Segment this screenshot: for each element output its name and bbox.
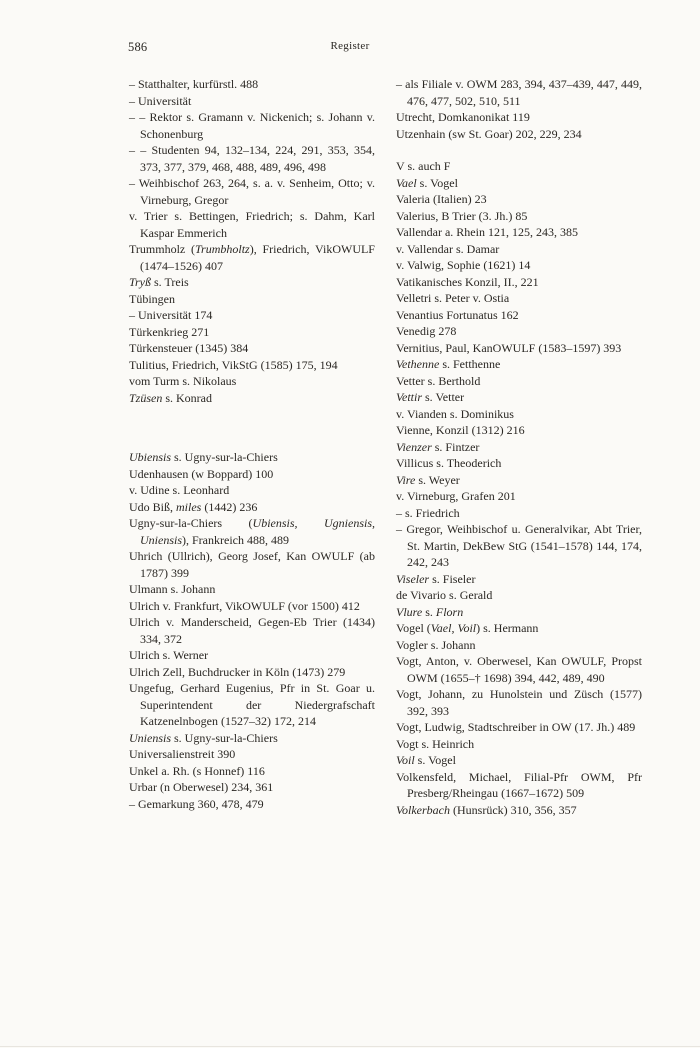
index-entry: Uhrich (Ullrich), Georg Josef, Kan OWULF (ab 1787) 399 xyxy=(129,549,375,580)
index-entry: Vogt, Anton, v. Oberwesel, Kan OWULF, Propst OWM (1655–† 1698) 394, 442, 489, 490 xyxy=(396,654,642,685)
index-entry: – Weihbischof 263, 264, s. a. v. Senheim, Otto; v. Virneburg, Gregor xyxy=(129,176,375,207)
index-entry: Ulmann s. Johann xyxy=(129,582,216,596)
index-entry: – Gregor, Weihbischof u. Generalvikar, Abt Trier, St. Martin, DekBew StG (1541–1578) 144, 174, 242, 243 xyxy=(396,522,642,569)
index-entry: Vire s. Weyer xyxy=(396,472,460,487)
index-entry: Urbar (n Oberwesel) 234, 361 xyxy=(129,780,274,794)
index-entry: Vienzer s. Fintzer xyxy=(396,439,480,454)
index-entry: – – Studenten 94, 132–134, 224, 291, 353, 354, 373, 377, 379, 468, 488, 489, 496, 498 xyxy=(129,143,375,174)
group-spacer xyxy=(396,142,642,158)
index-entry: Türkensteuer (1345) 384 xyxy=(129,341,249,355)
index-entry: Tübingen xyxy=(129,291,175,306)
index-entry: Vettir s. Vetter xyxy=(396,390,465,404)
index-entry: – – Rektor s. Gramann v. Nickenich; s. Johann v. Schonenburg xyxy=(129,110,375,141)
index-entry: Vogt s. Heinrich xyxy=(396,736,475,751)
index-entry: Viseler s. Fiseler xyxy=(396,571,476,586)
page-number: 586 xyxy=(128,40,148,54)
index-entry: Vogt, Ludwig, Stadtschreiber in OW (17. Jh.) 489 xyxy=(396,720,636,734)
index-entry: Vethenne s. Fetthenne xyxy=(396,357,501,371)
index-entry: Ubiensis s. Ugny-sur-la-Chiers xyxy=(129,450,278,464)
index-entry: Ulrich Zell, Buchdrucker in Köln (1473) 279 xyxy=(129,664,346,679)
index-entry: Uniensis s. Ugny-sur-la-Chiers xyxy=(129,730,278,745)
page-edge-line xyxy=(0,1046,700,1047)
index-entry: Volkensfeld, Michael, Filial-Pfr OWM, Pfr Presberg/Rheingau (1667–1672) 509 xyxy=(396,769,642,800)
index-entry: – s. Friedrich xyxy=(396,505,460,520)
index-entry: Valeria (Italien) 23 xyxy=(396,192,487,206)
index-entry: Vlure s. Florn xyxy=(396,604,464,619)
index-entry: Villicus s. Theoderich xyxy=(396,456,502,470)
index-entry: Udenhausen (w Boppard) 100 xyxy=(129,466,274,481)
index-column-left xyxy=(129,76,375,812)
index-entry: Türkenkrieg 271 xyxy=(129,324,210,339)
index-entry: Volkerbach (Hunsrück) 310, 356, 357 xyxy=(396,802,577,817)
index-entry: v. Valwig, Sophie (1621) 14 xyxy=(396,258,531,272)
index-entry: – Statthalter, kurfürstl. 488 xyxy=(129,77,259,91)
index-entry: Tulitius, Friedrich, VikStG (1585) 175, 194 xyxy=(129,357,338,372)
running-head: Register xyxy=(330,40,370,52)
index-entry: – Universität 174 xyxy=(129,308,213,322)
index-entry: Venedig 278 xyxy=(396,324,457,338)
index-entry: Vael s. Vogel xyxy=(396,175,458,190)
index-entry: Vatikanisches Konzil, II., 221 xyxy=(396,274,539,289)
index-entry: – als Filiale v. OWM 283, 394, 437–439, 447, 449, 476, 477, 502, 510, 511 xyxy=(396,77,642,108)
index-entry: Ugny-sur-la-Chiers (Ubiensis, Ugniensis, Uniensis), Frankreich 488, 489 xyxy=(129,516,375,547)
index-entry: Unkel a. Rh. (s Honnef) 116 xyxy=(129,763,265,778)
index-entry: Ulrich s. Werner xyxy=(129,648,209,662)
index-entry: Velletri s. Peter v. Ostia xyxy=(396,291,510,305)
index-entry: Universalienstreit 390 xyxy=(129,747,236,761)
index-entry: Utrecht, Domkanonikat 119 xyxy=(396,110,530,124)
index-entry: V s. auch F xyxy=(396,159,451,173)
index-entry: Vogler s. Johann xyxy=(396,637,476,652)
index-entry: – Gemarkung 360, 478, 479 xyxy=(129,796,264,811)
index-entry: vom Turm s. Nikolaus xyxy=(129,374,237,388)
index-entry: v. Vallendar s. Damar xyxy=(396,241,500,256)
index-entry: v. Virneburg, Grafen 201 xyxy=(396,489,516,503)
index-entry: Ulrich v. Frankfurt, VikOWULF (vor 1500) 412 xyxy=(129,598,360,613)
index-entry: v. Udine s. Leonhard xyxy=(129,483,230,497)
index-entry: Vienne, Konzil (1312) 216 xyxy=(396,423,525,437)
index-entry: Vallendar a. Rhein 121, 125, 243, 385 xyxy=(396,225,578,239)
index-entry: v. Trier s. Bettingen, Friedrich; s. Dahm, Karl Kaspar Emmerich xyxy=(129,209,375,240)
index-entry: Udo Biß, miles (1442) 236 xyxy=(129,499,258,514)
index-entry: de Vivario s. Gerald xyxy=(396,588,493,602)
index-entry: Vetter s. Berthold xyxy=(396,373,481,388)
index-entry: – Universität xyxy=(129,93,192,108)
index-entry: Valerius, B Trier (3. Jh.) 85 xyxy=(396,208,528,223)
index-entry: Utzenhain (sw St. Goar) 202, 229, 234 xyxy=(396,126,582,141)
index-entry: Vogt, Johann, zu Hunolstein und Züsch (1577) 392, 393 xyxy=(396,687,642,718)
index-entry: Ungefug, Gerhard Eugenius, Pfr in St. Goar u. Superintendent der Niedergrafschaft Katzenelnbogen (1527–32) 172, 214 xyxy=(129,681,375,728)
index-entry: Voil s. Vogel xyxy=(396,753,456,767)
index-entry: Vogel (Vael, Voil) s. Hermann xyxy=(396,621,539,635)
index-entry: Tzüsen s. Konrad xyxy=(129,390,213,405)
index-entry: Vernitius, Paul, KanOWULF (1583–1597) 393 xyxy=(396,340,622,355)
index-entry: v. Vianden s. Dominikus xyxy=(396,406,514,421)
group-spacer xyxy=(129,406,375,449)
index-entry: Venantius Fortunatus 162 xyxy=(396,307,519,322)
index-entry: Trummholz (Trumbholtz), Friedrich, VikOWULF (1474–1526) 407 xyxy=(129,242,375,273)
index-entry: Ulrich v. Manderscheid, Gegen-Eb Trier (1434) 334, 372 xyxy=(129,615,375,646)
index-column-right xyxy=(396,76,642,818)
index-entry: Tryß s. Treis xyxy=(129,275,189,289)
